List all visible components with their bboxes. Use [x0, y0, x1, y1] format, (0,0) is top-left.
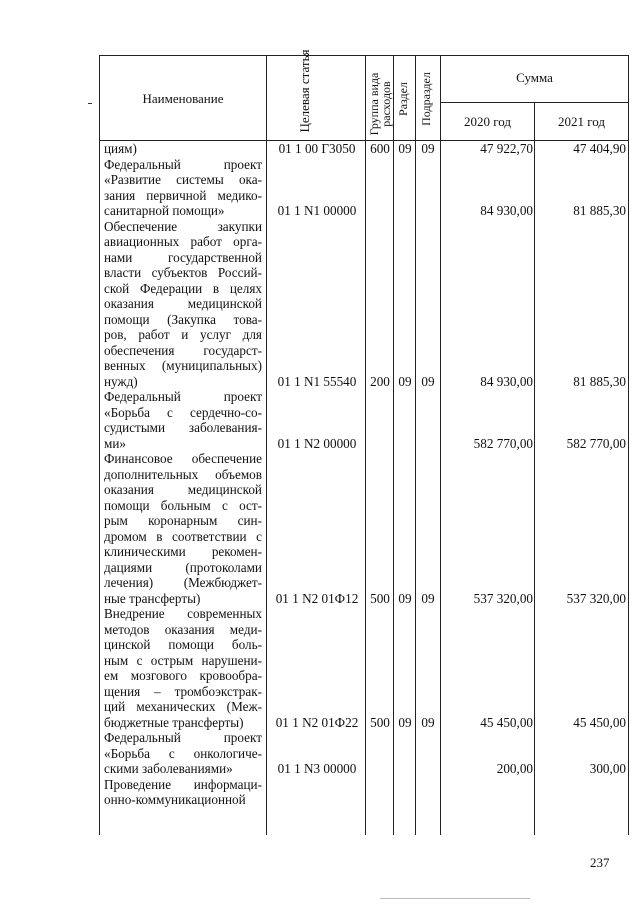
row-amount-2020: 582 770,00: [473, 435, 533, 451]
name-line: циям): [104, 141, 137, 156]
name-line: дополнительных объемов: [104, 466, 262, 482]
name-line: «Борьба с сердечно-со-: [104, 404, 262, 420]
name-line: помощи (Закупка това-: [104, 311, 262, 327]
name-line: санитарной помощи»: [104, 203, 225, 218]
header-code: Целевая статья: [297, 49, 312, 133]
header-name: Наименование: [142, 91, 224, 106]
row-subsection: 09: [421, 590, 435, 606]
row-amount-2021: 81 885,30: [573, 203, 626, 218]
name-line: власти субъектов Россий-: [104, 265, 262, 280]
name-line: Обеспечение закупки: [104, 218, 262, 234]
name-line: лечения) (Межбюджет-: [104, 575, 262, 590]
row-amount-2021: 537 320,00: [566, 590, 626, 606]
row-subsection: 09: [421, 714, 435, 730]
margin-mark: [88, 103, 92, 104]
name-line: ные трансферты): [104, 590, 201, 606]
row-amount-2020: 84 930,00: [480, 373, 533, 389]
page-number: 237: [590, 855, 610, 870]
name-line: Федеральный проект: [104, 156, 262, 172]
name-line: ем мозгового кровообра-: [104, 668, 262, 683]
name-line: методов оказания меди-: [104, 621, 262, 637]
row-expense-group: 600: [370, 141, 390, 156]
scan-artifact: [380, 898, 530, 899]
header-year-2020: 2020 год: [464, 114, 511, 129]
name-line: помощи больным с ост-: [104, 497, 262, 513]
name-line: Федеральный проект: [104, 389, 262, 404]
row-section: 09: [398, 590, 412, 606]
name-line: зания первичной медико-: [104, 187, 262, 203]
row-code: 01 1 N1 55540: [277, 373, 357, 389]
row-code: 01 1 N3 00000: [277, 761, 357, 776]
row-code: 01 1 N1 00000: [277, 203, 357, 218]
name-line: венных (муниципальных): [104, 358, 262, 373]
row-amount-2021: 81 885,30: [573, 373, 626, 389]
name-line: щения – тромбоэкстрак-: [104, 683, 262, 699]
row-amount-2020: 45 450,00: [480, 714, 533, 730]
row-section: 09: [398, 714, 412, 730]
name-line: Федеральный проект: [104, 730, 262, 745]
name-line: дациями (протоколами: [104, 559, 262, 575]
table-border-left: [99, 55, 100, 835]
name-line: онно-коммуникационной: [104, 792, 246, 807]
name-line: Проведение информаци-: [104, 776, 262, 792]
name-line: судистыми заболевания-: [104, 420, 262, 435]
name-line: дромом в соответствии с: [104, 528, 262, 544]
name-line: оказания медицинской: [104, 296, 262, 311]
name-line: нужд): [104, 373, 138, 389]
table-border-top: [99, 55, 629, 56]
row-code: 01 1 00 Г3050: [278, 141, 356, 156]
name-line: бюджетные трансферты): [104, 714, 244, 730]
row-amount-2021: 300,00: [589, 761, 626, 776]
header-section: Раздел: [396, 82, 410, 116]
row-amount-2020: 84 930,00: [480, 203, 533, 218]
row-amount-2020: 537 320,00: [473, 590, 533, 606]
header-expense-group: Группа вида расходов: [367, 72, 393, 136]
row-expense-group: 200: [370, 373, 390, 389]
name-line: ций механических (Меж-: [104, 699, 262, 714]
name-line: Финансовое обеспечение: [104, 451, 262, 466]
name-line: ми»: [104, 435, 126, 451]
name-line: цинской помощи боль-: [104, 637, 262, 652]
row-code: 01 1 N2 01Ф12: [275, 590, 359, 606]
name-line: «Развитие системы ока-: [104, 172, 262, 187]
row-amount-2020: 200,00: [496, 761, 533, 776]
header-year-2021: 2021 год: [558, 114, 605, 129]
row-amount-2020: 47 922,70: [480, 141, 533, 156]
name-line: клиническими рекомен-: [104, 544, 262, 559]
header-sum: Сумма: [516, 70, 553, 85]
name-line: оказания медицинской: [104, 482, 262, 497]
row-amount-2021: 47 404,90: [573, 141, 626, 156]
name-line: ской Федерации в целях: [104, 280, 262, 296]
column-divider: [266, 55, 267, 835]
name-line: ров, работ и услуг для: [104, 327, 262, 342]
row-section: 09: [398, 373, 412, 389]
row-code: 01 1 N2 01Ф22: [275, 714, 359, 730]
name-line: Внедрение современных: [104, 606, 262, 621]
row-section: 09: [398, 141, 412, 156]
name-line: «Борьба с онкологиче-: [104, 745, 262, 761]
header-subsection: Подраздел: [419, 72, 433, 126]
row-subsection: 09: [421, 141, 435, 156]
name-line: авиационных работ орга-: [104, 234, 262, 249]
name-line: обеспечения государст-: [104, 342, 262, 358]
row-expense-group: 500: [370, 590, 390, 606]
row-code: 01 1 N2 00000: [277, 435, 357, 451]
row-expense-group: 500: [370, 714, 390, 730]
row-subsection: 09: [421, 373, 435, 389]
sum-header-divider: [440, 102, 629, 103]
name-line: нами государственной: [104, 249, 262, 265]
row-amount-2021: 45 450,00: [573, 714, 626, 730]
table-border-right: [628, 55, 629, 835]
name-line: ным с острым нарушени-: [104, 652, 262, 668]
name-line: скими заболеваниями»: [104, 761, 233, 776]
name-line: рым коронарным син-: [104, 513, 262, 528]
row-amount-2021: 582 770,00: [566, 435, 626, 451]
